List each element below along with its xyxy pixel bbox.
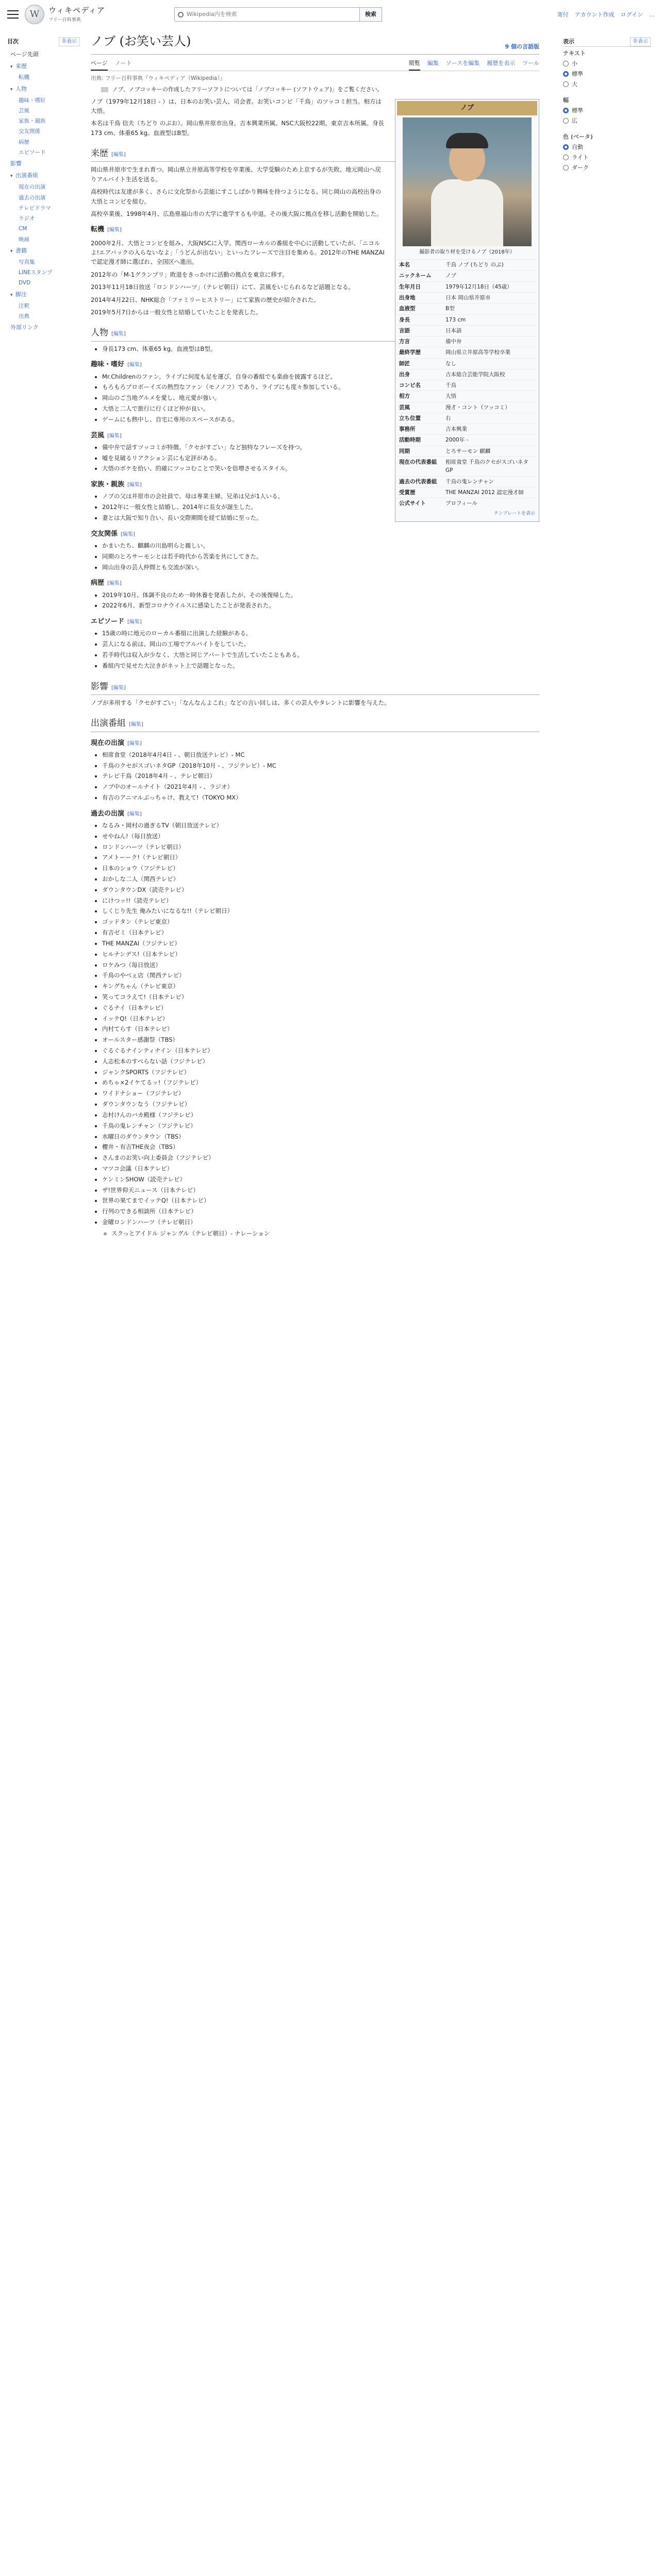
search-input[interactable] [174,7,360,22]
toc-subitem[interactable]: 映画 [19,236,29,243]
infobox-title: ノブ [397,101,537,115]
list-item: • 2019年10月、体調不良のため一時休養を発表したが、その後復帰した。 [102,591,539,600]
list-item: • テレビ千鳥（2018年4月 - 、テレビ朝日） [102,772,539,781]
list-item: • ザ!世界仰天ニュース（日本テレビ） [102,1186,539,1195]
infobox-key: 事務所 [399,426,416,433]
list-item: • 15歳の時に地元のローカル番組に出演した経験がある。 [102,629,539,638]
toc-subitem[interactable]: 注釈 [19,302,29,309]
list-item: • イッテQ!（日本テレビ） [102,1014,539,1024]
list-item: • 岡山のご当地グルメを愛し、地元愛が強い。 [102,394,539,403]
infobox-value: なし [445,360,456,367]
list-item: • 大悟のボケを拾い、的確にツッコむことで笑いを倍増させるスタイル。 [102,464,539,473]
list-item: • 妻とは大阪で知り合い、長い交際期間を経て結婚に至った。 [102,514,539,523]
list-item: • にけつッ!!（読売テレビ） [102,896,539,906]
infobox-value: ノブ [445,273,456,279]
edit-link[interactable]: 編集 [122,531,133,537]
color-label: 色 (ベータ) [563,133,593,140]
logo-title: ウィキペディア [48,6,105,15]
toc-subitem[interactable]: エピソード [19,149,46,156]
section-heading-turning: 転機 [編集] [91,226,122,234]
profile-photo[interactable] [403,117,532,246]
toc-subitem[interactable]: 現在の出演 [19,184,46,191]
toc-item[interactable] [7,83,79,95]
infobox-key: 受賞歴 [399,489,416,496]
toc-subitem[interactable]: 趣味・嗜好 [19,97,46,104]
menu-icon[interactable] [7,10,19,19]
radio-label: 標準 [572,107,583,114]
infobox-row [397,270,537,281]
infobox-row [397,336,537,347]
list-item: • マツコ会議（日本テレビ） [102,1164,539,1174]
list-item: • 身長173 cm、体重65 kg。血液型はB型。 [102,345,539,354]
tab-item[interactable]: ページ [91,57,108,71]
infobox-key: 本名 [399,262,410,268]
radio-label: 広 [572,117,577,124]
list-item: • 嘘を見破るリアクション芸にも定評がある。 [102,454,539,463]
list-item: • 人志松本のすべらない話（フジテレビ） [102,1057,539,1066]
infobox-key: 過去の代表番組 [399,478,437,485]
radio-option[interactable] [563,106,651,115]
list-item: • 千鳥の鬼レンチャン（フジテレビ） [102,1122,539,1131]
radio-option[interactable] [563,153,651,162]
toc-item-label: ページ先頭 [10,50,39,58]
edit-link[interactable]: 編集 [130,722,141,728]
list-item: • なるみ・岡村の過ぎるTV（朝日放送テレビ） [102,821,539,831]
infobox-value: 相席食堂 千鳥のクセがスゴいネタGP [445,459,528,474]
infobox-value: とろサーモン 麒麟 [445,448,491,454]
radio-icon[interactable] [563,118,569,124]
infobox-row [397,498,537,509]
section-heading-history: 来歴 [編集] [91,147,539,162]
toc-subitem[interactable]: 転機 [19,74,29,81]
infobox-row [397,281,537,292]
list-item: • ヒルナンデス!（日本テレビ） [102,950,539,959]
page-title: ノブ (お笑い芸人) [91,34,191,48]
infobox-value: プロフィール [445,500,477,507]
list-item: • 相席食堂（2018年4月4日 - 、朝日放送テレビ）- MC [102,751,539,760]
toc-title: 目次 [7,38,19,45]
toc-item-label: 来歴 [15,62,27,70]
section-heading-hobby: 趣味・嗜好 [編集] [91,361,142,369]
list-item: • 同期のとろサーモンとは若手時代から苦楽を共にしてきた。 [102,552,539,562]
turning-paragraph: 2014年4月22日、NHK総合「ファミリーヒストリー」にて家族の歴史が紹介された。 [91,296,320,303]
infobox-row [397,402,537,413]
infobox-key: 最終学歴 [399,349,421,356]
appearance-title: 表示 [563,38,574,45]
infobox-key: 公式サイト [399,500,426,507]
list-item: • アメトーーク!（テレビ朝日） [102,853,539,862]
list-item: • ぐるナイ（日本テレビ） [102,1004,539,1013]
hatnote: ノブ、ノブコッキーの作成したフリーソフトについては「ノブコッキー (ソフトウェア)」をご覧ください。 [91,85,539,94]
edit-link[interactable]: 編集 [129,482,140,488]
list-item: • おかしな二人（関西テレビ） [102,875,539,884]
infobox-row [397,446,537,456]
chevron-down-icon[interactable]: ▾ [10,64,13,70]
infobox-value: 173 cm [445,316,466,323]
list-item: • 若手時代は収入が少なく、大悟と同じアパートで生活していたこともある。 [102,651,539,660]
list-item: • かまいたち、麒麟の川島明らと親しい。 [102,541,539,551]
intro-paragraph: ノブ（1979年12月18日 - ）は、日本のお笑い芸人、司会者。お笑いコンビ「千鳥」のツッコミ担当。相方は大悟。 [91,97,382,114]
edit-link[interactable]: 編集 [109,227,120,233]
toc-subitem[interactable]: 過去の出演 [19,194,46,201]
toc-item-label: 外部リンク [10,324,39,331]
history-paragraph: 高校時代は友達が多く、さらに文化祭から芸能にすこしばかり興味を持つようになる。同じ岡山の高校出身の大悟とコンビを組む。 [91,188,382,205]
list-item: • 芸人になる前は、岡山の工場でアルバイトをしていた。 [102,640,539,649]
edit-link[interactable]: 編集 [129,362,140,368]
edit-link[interactable]: 編集 [129,619,140,625]
infobox-row [397,487,537,498]
list-item: • ワイドナショー（フジテレビ） [102,1089,539,1098]
list-subitem: ◦ スクっとアイドル ジャングル（テレビ朝日）- ナレーション [111,1229,539,1239]
turning-paragraph: 2012年の「M-1グランプリ」敗退をきっかけに活動の拠点を東京に移す。 [91,270,288,278]
list-item: • 笑ってコラえて!（日本テレビ） [102,993,539,1002]
list-item: • 有吉のアニマルぶっちゃけ、教えて!（TOKYO MX） [102,793,539,803]
section-heading-current: 現在の出演 [編集] [91,739,142,747]
list-item: • 行列のできる相談所（日本テレビ） [102,1207,539,1216]
radio-icon[interactable] [563,81,569,87]
list-item: • もろもろプロボーイズの熱烈なファン（モノノフ）であり、ライブにも度々参加している。 [102,383,539,392]
toc-subitem[interactable]: CM [19,226,27,232]
list-item: • しくじり先生 俺みたいになるな!!（テレビ朝日） [102,907,539,916]
turning-paragraph: 2000年2月、大悟とコンビを組み、大阪NSCに入学。関西ローカルの番組を中心に活動していたが、「ニコルよ!エアバックの入らないなよ」「うどんが出ない」といったフレーズで注目を集める。2012年のTHE MANZAIで認定漫才師に選ばれ、全国区へ進出。 [91,239,385,266]
section-heading-friends: 交友関係 [編集] [91,530,135,538]
tab-item[interactable]: ツール [522,60,539,67]
edit-link[interactable]: 編集 [109,581,120,587]
list-item: • 金曜ロンドンハーツ（テレビ朝日） [102,1218,539,1227]
infobox [395,99,539,522]
infobox-value: THE MANZAI 2012 認定漫才師 [445,489,524,496]
list-item: • 志村けんのバカ殿様（フジテレビ） [102,1111,539,1120]
list-item: • THE MANZAI（フジテレビ） [102,939,539,948]
list-item: • ゴッドタン（テレビ東京） [102,918,539,927]
list-item: • ケンミンSHOW（読売テレビ） [102,1175,539,1184]
list-item: • 備中弁で話すツッコミが特徴。「クセがすごい」など独特なフレーズを持つ。 [102,443,539,452]
toc-item-label: 人物 [15,85,27,92]
radio-label: ライト [572,154,589,161]
infobox-value: 千鳥の鬼レンチャン [445,478,494,485]
radio-label: 標準 [572,70,583,77]
infobox-key: 師匠 [399,360,410,367]
section-heading-episode: エピソード [編集] [91,618,142,626]
toc-item[interactable] [7,60,79,73]
radio-icon[interactable] [563,144,569,150]
toc-item[interactable] [7,170,79,182]
list-item: • せやねん!（毎日放送） [102,832,539,841]
toc-item[interactable] [7,158,79,170]
toc-subitem[interactable]: 家族・親族 [19,118,46,125]
tab-item[interactable]: 履歴を表示 [487,60,516,67]
site-logo[interactable] [25,5,159,24]
infobox-key: 芸風 [399,404,410,411]
radio-option[interactable] [563,80,651,89]
list-item: • ノブ中のオールナイト（2021年4月 - 、ラジオ） [102,783,539,792]
infobox-value: 日本語 [445,327,462,334]
infobox-key: 同期 [399,448,410,454]
radio-label: 小 [572,60,577,67]
from-wikipedia: 出典: フリー百科事典『ウィキペディア（Wikipedia）』 [91,75,225,82]
infobox-key: 相方 [399,393,410,400]
edit-link[interactable]: 編集 [129,740,140,747]
edit-link[interactable]: 編集 [113,152,124,158]
list-item: • ゲームにも熱中し、自宅に専用のスペースがある。 [102,415,539,425]
infobox-key: コンビ名 [399,382,421,389]
infobox-row [397,434,537,445]
toc-subitem[interactable]: 写真集 [19,259,35,265]
search-icon [178,12,184,18]
infobox-row [397,413,537,423]
list-item: • 千鳥のクセがスゴいネタGP（2018年10月 - 、フジテレビ）- MC [102,761,539,771]
toc-item[interactable] [7,48,79,60]
list-item: • 岡山出身の芸人仲間とも交流が深い。 [102,563,539,572]
list-item: • 水曜日のダウンタウン（TBS） [102,1132,539,1142]
list-item: • ダウンタウンDX（読売テレビ） [102,886,539,895]
user-link[interactable]: ログイン [620,11,643,18]
infobox-key: 出身地 [399,294,416,301]
list-item: • Mr.Childrenのファン。ライブに何度も足を運び、自身の番組でも楽曲を披露するほど。 [102,372,539,382]
toc-item-label: 脚注 [15,291,27,298]
list-item: • 内村てらす（日本テレビ） [102,1025,539,1034]
radio-icon[interactable] [563,108,569,113]
toc-item[interactable] [7,245,79,257]
radio-icon[interactable] [563,61,569,66]
list-item: • さんまのお笑い向上委員会（フジテレビ） [102,1154,539,1163]
list-item: • ロケみつ（毎日放送） [102,961,539,970]
list-item: • 世界の果てまでイッテQ!（日本テレビ） [102,1196,539,1206]
radio-option[interactable] [563,163,651,172]
edit-link[interactable]: 編集 [109,433,120,439]
infobox-value: 2000年 - [445,437,469,444]
influence-paragraph: ノブが多用する「クセがすごい」「なんなんよこれ」などの言い回しは、多くの芸人やタレントに影響を与えた。 [91,699,390,706]
infobox-row [397,303,537,314]
infobox-row [397,314,537,325]
infobox-value: 日本 岡山県井原市 [445,294,491,301]
section-heading-past: 過去の出演 [編集] [91,809,142,818]
chevron-down-icon[interactable]: ▾ [10,87,13,92]
infobox-key: 立ち位置 [399,415,421,421]
chevron-down-icon[interactable]: ▾ [10,248,13,254]
list-item: • 日本のショウ（フジテレビ） [102,864,539,873]
user-link[interactable]: アカウント作成 [574,11,615,18]
infobox-value: 岡山県立井原高等学校卒業 [445,349,510,356]
list-item: • ノブの父は井原市の会社員で、母は専業主婦。兄弟は兄が1人いる。 [102,492,539,501]
toc-item-label: 影響 [10,160,22,167]
infobox-key: ニックネーム [399,273,432,279]
infobox-value: 千鳥 [445,382,456,389]
toc-subitem[interactable]: 芸風 [19,107,29,114]
infobox-caption: 撮影者の取り材を受けるノブ（2018年） [419,249,515,255]
user-links [557,10,655,19]
appearance-hide-button[interactable]: 非表示 [630,37,651,46]
infobox-value: 大悟 [445,393,456,400]
list-item: • 有吉ゼミ（日本テレビ） [102,928,539,938]
edit-link[interactable]: 編集 [129,811,140,817]
infobox-row [397,292,537,303]
toc-subitem[interactable]: 出典 [19,313,29,319]
chevron-down-icon[interactable]: ▾ [10,292,13,298]
radio-label: 自動 [572,143,583,150]
main-content [91,32,539,1241]
width-label: 幅 [563,96,569,104]
list-item: • 大悟と二人で旅行に行くほど仲が良い。 [102,404,539,414]
wikipedia-globe-icon: W [25,5,44,24]
section-heading-style: 芸風 [編集] [91,431,122,439]
tab-item[interactable]: 閲覧 [409,57,420,71]
infobox-value: 千鳥 ノブ (ちどり のぶ) [445,262,504,268]
tab-item[interactable]: ノート [114,60,132,67]
section-heading-person: 人物 [編集] [91,326,539,341]
user-link[interactable]: … [649,11,655,18]
table-of-contents [7,37,79,333]
list-item: • キングちゃん（テレビ東京） [102,982,539,991]
disambiguation-icon [101,87,108,92]
infobox-value: 漫才・コント（ツッコミ） [445,404,510,411]
list-item: • ジャンクSPORTS（フジテレビ） [102,1068,539,1077]
infobox-key: 血液型 [399,306,416,312]
list-item: • 千鳥のやべぇ店（関西テレビ） [102,971,539,980]
edit-link[interactable]: 編集 [113,331,124,337]
infobox-key: 方言 [399,338,410,345]
list-item: • オールスター感謝祭（TBS） [102,1036,539,1045]
toc-subitem[interactable]: 病歴 [19,139,29,145]
turning-paragraph: 2013年11月18日放送「ロンドンハーツ」（テレビ朝日）にて、芸風をいじられるなど話題となる。 [91,283,355,291]
toc-subitem[interactable]: LINEスタンプ [19,269,53,276]
template-link[interactable]: テンプレートを表示 [493,511,535,517]
infobox-key: 生年月日 [399,283,421,290]
turning-paragraph: 2019年5月7日からは一般女性と結婚していたことを発表した。 [91,308,262,316]
tab-item[interactable]: ソースを編集 [445,60,480,67]
tab-item[interactable]: 編集 [427,60,439,67]
search-form [174,7,382,22]
radio-option[interactable] [563,59,651,68]
infobox-row [397,423,537,434]
language-button[interactable]: 9 個の言語版 [505,43,539,50]
radio-option[interactable] [563,70,651,78]
infobox-key: 現在の代表番組 [399,459,437,465]
infobox-row [397,325,537,336]
search-button[interactable]: 検索 [360,7,382,22]
radio-label: ダーク [572,164,589,171]
site-header [0,0,662,29]
radio-icon[interactable] [563,155,569,160]
list-item: • 2012年に一般女性と結婚し、2014年に長女が誕生した。 [102,503,539,512]
infobox-key: 言語 [399,327,410,334]
user-link[interactable]: 寄付 [557,11,569,18]
radio-option[interactable] [563,143,651,151]
infobox-value: 吉本総合芸能学院大阪校 [445,371,505,378]
infobox-row [397,347,537,358]
intro-paragraph: 本名は千鳥 信夫（ちどり のぶお）。岡山県井原市出身。吉本興業所属。NSC大阪校22期。東京吉本所属。身長173 cm、体重65 kg。血液型はB型。 [91,120,385,137]
infobox-row [397,380,537,391]
history-paragraph: 岡山県井原市で生まれ育つ。岡山県立井原高等学校を卒業後、大学受験のため上京するが失敗。地元岡山へ戻りアルバイト生活を送る。 [91,166,382,183]
infobox-value: 備中弁 [445,338,462,345]
logo-subtitle: フリー百科事典 [48,17,81,23]
infobox-key: 身長 [399,316,410,323]
list-item: • ぐるぐるナインティナイン（日本テレビ） [102,1046,539,1056]
section-heading-family: 家族・親族 [編集] [91,481,142,489]
infobox-row [397,391,537,401]
infobox-key: 活動時期 [399,437,421,444]
history-paragraph: 高校卒業後、1998年4月、広島県福山市の大学に進学するも中退。その後大阪に拠点を移し活動を開始した。 [91,210,383,218]
radio-label: 大 [572,80,577,88]
toc-subitem[interactable]: DVD [19,280,31,286]
list-item: • 2022年6月、新型コロナウイルスに感染したことが発表された。 [102,601,539,611]
infobox-value: 吉本興業 [445,426,467,433]
list-item: • 櫻井・有吉THE夜会（TBS） [102,1143,539,1152]
infobox-row [397,369,537,380]
chevron-down-icon[interactable]: ▾ [10,174,13,179]
infobox-value: B型 [445,306,455,312]
edit-link[interactable]: 編集 [113,685,124,691]
radio-icon[interactable] [563,71,569,77]
list-item: • ロンドンハーツ（テレビ朝日） [102,843,539,852]
page-tabs [91,57,539,71]
appearance-panel [563,37,651,179]
toc-subitem[interactable]: テレビドラマ [19,205,51,211]
radio-icon[interactable] [563,165,569,171]
infobox-value: 1979年12月18日（45歳） [445,283,512,290]
infobox-row [397,456,537,476]
section-heading-influence: 影響 [編集] [91,680,539,695]
text-size-label: テキスト [563,49,586,57]
toc-subitem[interactable]: ラジオ [19,215,35,222]
infobox-row [397,476,537,487]
list-item: • 番組内で見せた大泣きがネット上で話題となった。 [102,662,539,671]
section-heading-shows: 出演番組 [編集] [91,717,539,732]
toc-hide-button[interactable]: 非表示 [59,37,79,46]
infobox-value: 右 [445,415,451,421]
toc-subitem[interactable]: 交友関係 [19,128,40,135]
toc-item[interactable] [7,289,79,301]
infobox-row [397,259,537,270]
toc-item[interactable] [7,321,79,333]
article-body [91,97,539,1239]
list-item: • めちゃ×2イケてるッ!（フジテレビ） [102,1078,539,1088]
section-heading-illness: 病歴 [編集] [91,579,122,587]
infobox-key: 出身 [399,371,410,378]
toc-item-label: 出演番組 [15,172,38,179]
toc-item-label: 書籍 [15,247,27,254]
infobox-row [397,358,537,369]
search-placeholder: Wikipedia内を検索 [187,11,237,18]
radio-option[interactable] [563,116,651,125]
list-item: • ダウンタウンなう（フジテレビ） [102,1100,539,1109]
